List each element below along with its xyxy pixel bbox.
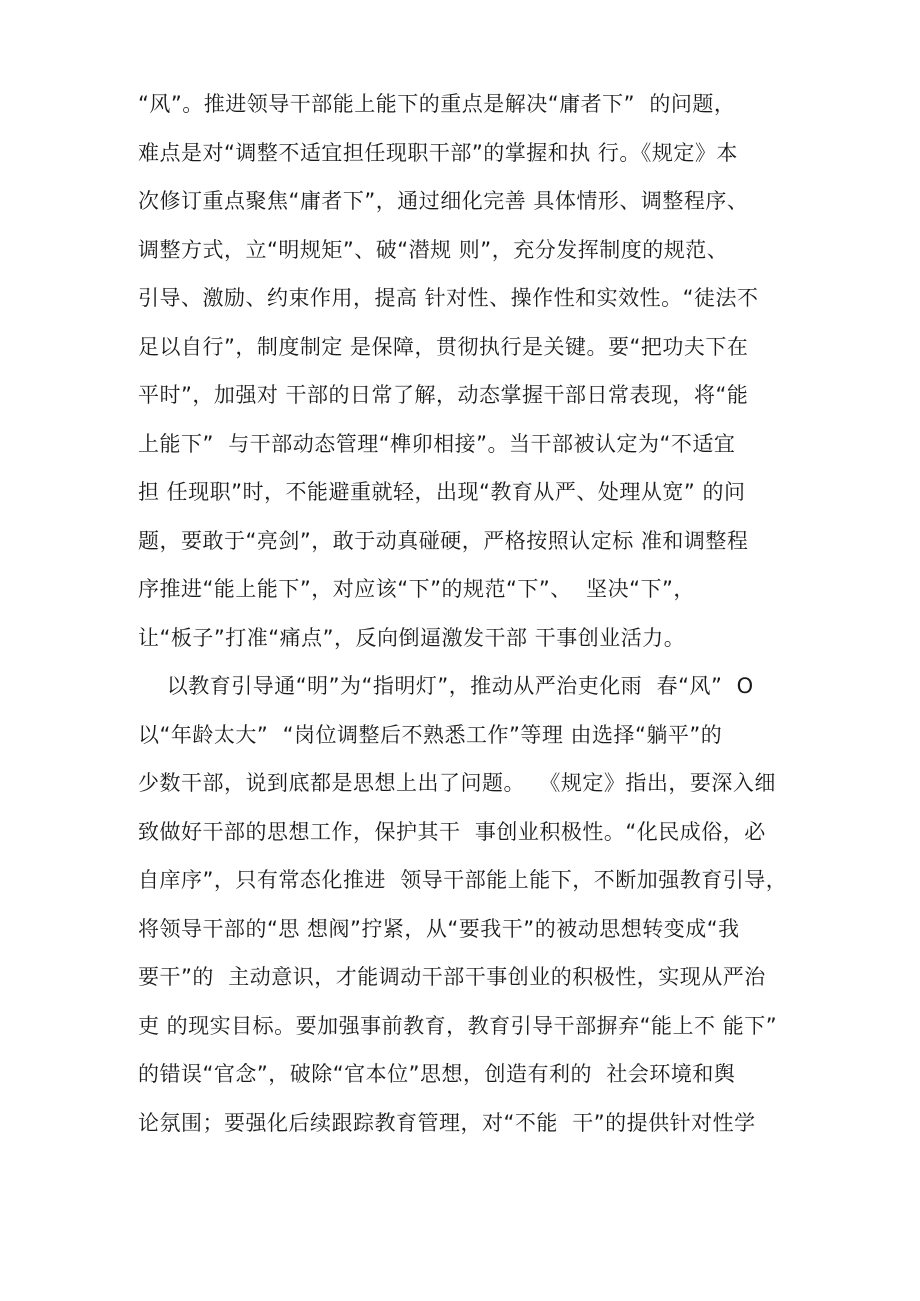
body-text — [138, 80, 800, 1147]
text-line: 足以自行”，制度制定 是保障，贯彻执行是关键。要“把功夫下在 — [138, 334, 749, 359]
text-line: 题，要敢于“亮剑”，敢于动真碰硬，严格按照认定标 准和调整程 — [138, 528, 749, 553]
text-line: 以“年龄太大” “岗位调整后不熟悉工作”等理 由选择“躺平”的 — [138, 722, 723, 747]
text-line: 上能下” 与干部动态管理“榫卯相接”。当干部被认定为“不适宜 — [138, 431, 736, 456]
text-line: 致做好干部的思想工作，保护其干 事创业积极性。“化民成俗，必 — [138, 819, 766, 844]
text-line: 少数干部，说到底都是思想上出了问题。 《规定》指出，要深入细 — [138, 771, 776, 795]
text-line: 要干”的 主动意识，才能调动干部干事创业的积极性，实现从严治 — [138, 965, 766, 989]
text-line: 序推进“能上能下”，对应该“下”的规范“下”、 坚决“下”， — [138, 577, 695, 601]
paragraph-start-line: 以教育引导通“明”为“指明灯”，推动从严治吏化雨 春“风” O — [138, 674, 754, 698]
text-line: “风”。推进领导干部能上能下的重点是解决“庸者下” 的问题， — [138, 92, 736, 116]
text-line: 将领导干部的“思 想阀”拧紧，从“要我干”的被动思想转变成“我 — [138, 916, 740, 941]
text-line: 吏 的现实目标。要加强事前教育，教育引导干部摒弃“能上不 能下” — [138, 1013, 778, 1038]
text-line: 引导、激励、约束作用，提高 针对性、操作性和实效性。“徒法不 — [138, 286, 759, 310]
text-line: 次修订重点聚焦“庸者下”，通过细化完善 具体情形、调整程序、 — [138, 189, 749, 213]
text-line: 平时”，加强对 干部的日常了解，动态掌握干部日常表现，将“能 — [138, 383, 749, 407]
text-line: 让“板子”打准“痛点”，反向倒逼激发干部 干事创业活力。 — [138, 625, 686, 650]
text-line: 论氛围；要强化后续跟踪教育管理，对“不能 干”的提供针对性学 — [138, 1110, 756, 1135]
text-line: 调整方式，立“明规矩”、破“潜规 则”，充分发挥制度的规范、 — [138, 237, 729, 262]
text-line: 担 任现职”时，不能避重就轻，出现“教育从严、处理从宽” 的问 — [138, 480, 746, 504]
text-line: 的错误“官念”，破除“官本位”思想，创造有利的 社会环境和舆 — [138, 1062, 736, 1086]
text-line: 自庠序”，只有常态化推进 领导干部能上能下，不断加强教育引导， — [138, 868, 788, 892]
text-line: 难点是对“调整不适宜担任现职干部”的掌握和执 行。《规定》本 — [138, 140, 738, 165]
